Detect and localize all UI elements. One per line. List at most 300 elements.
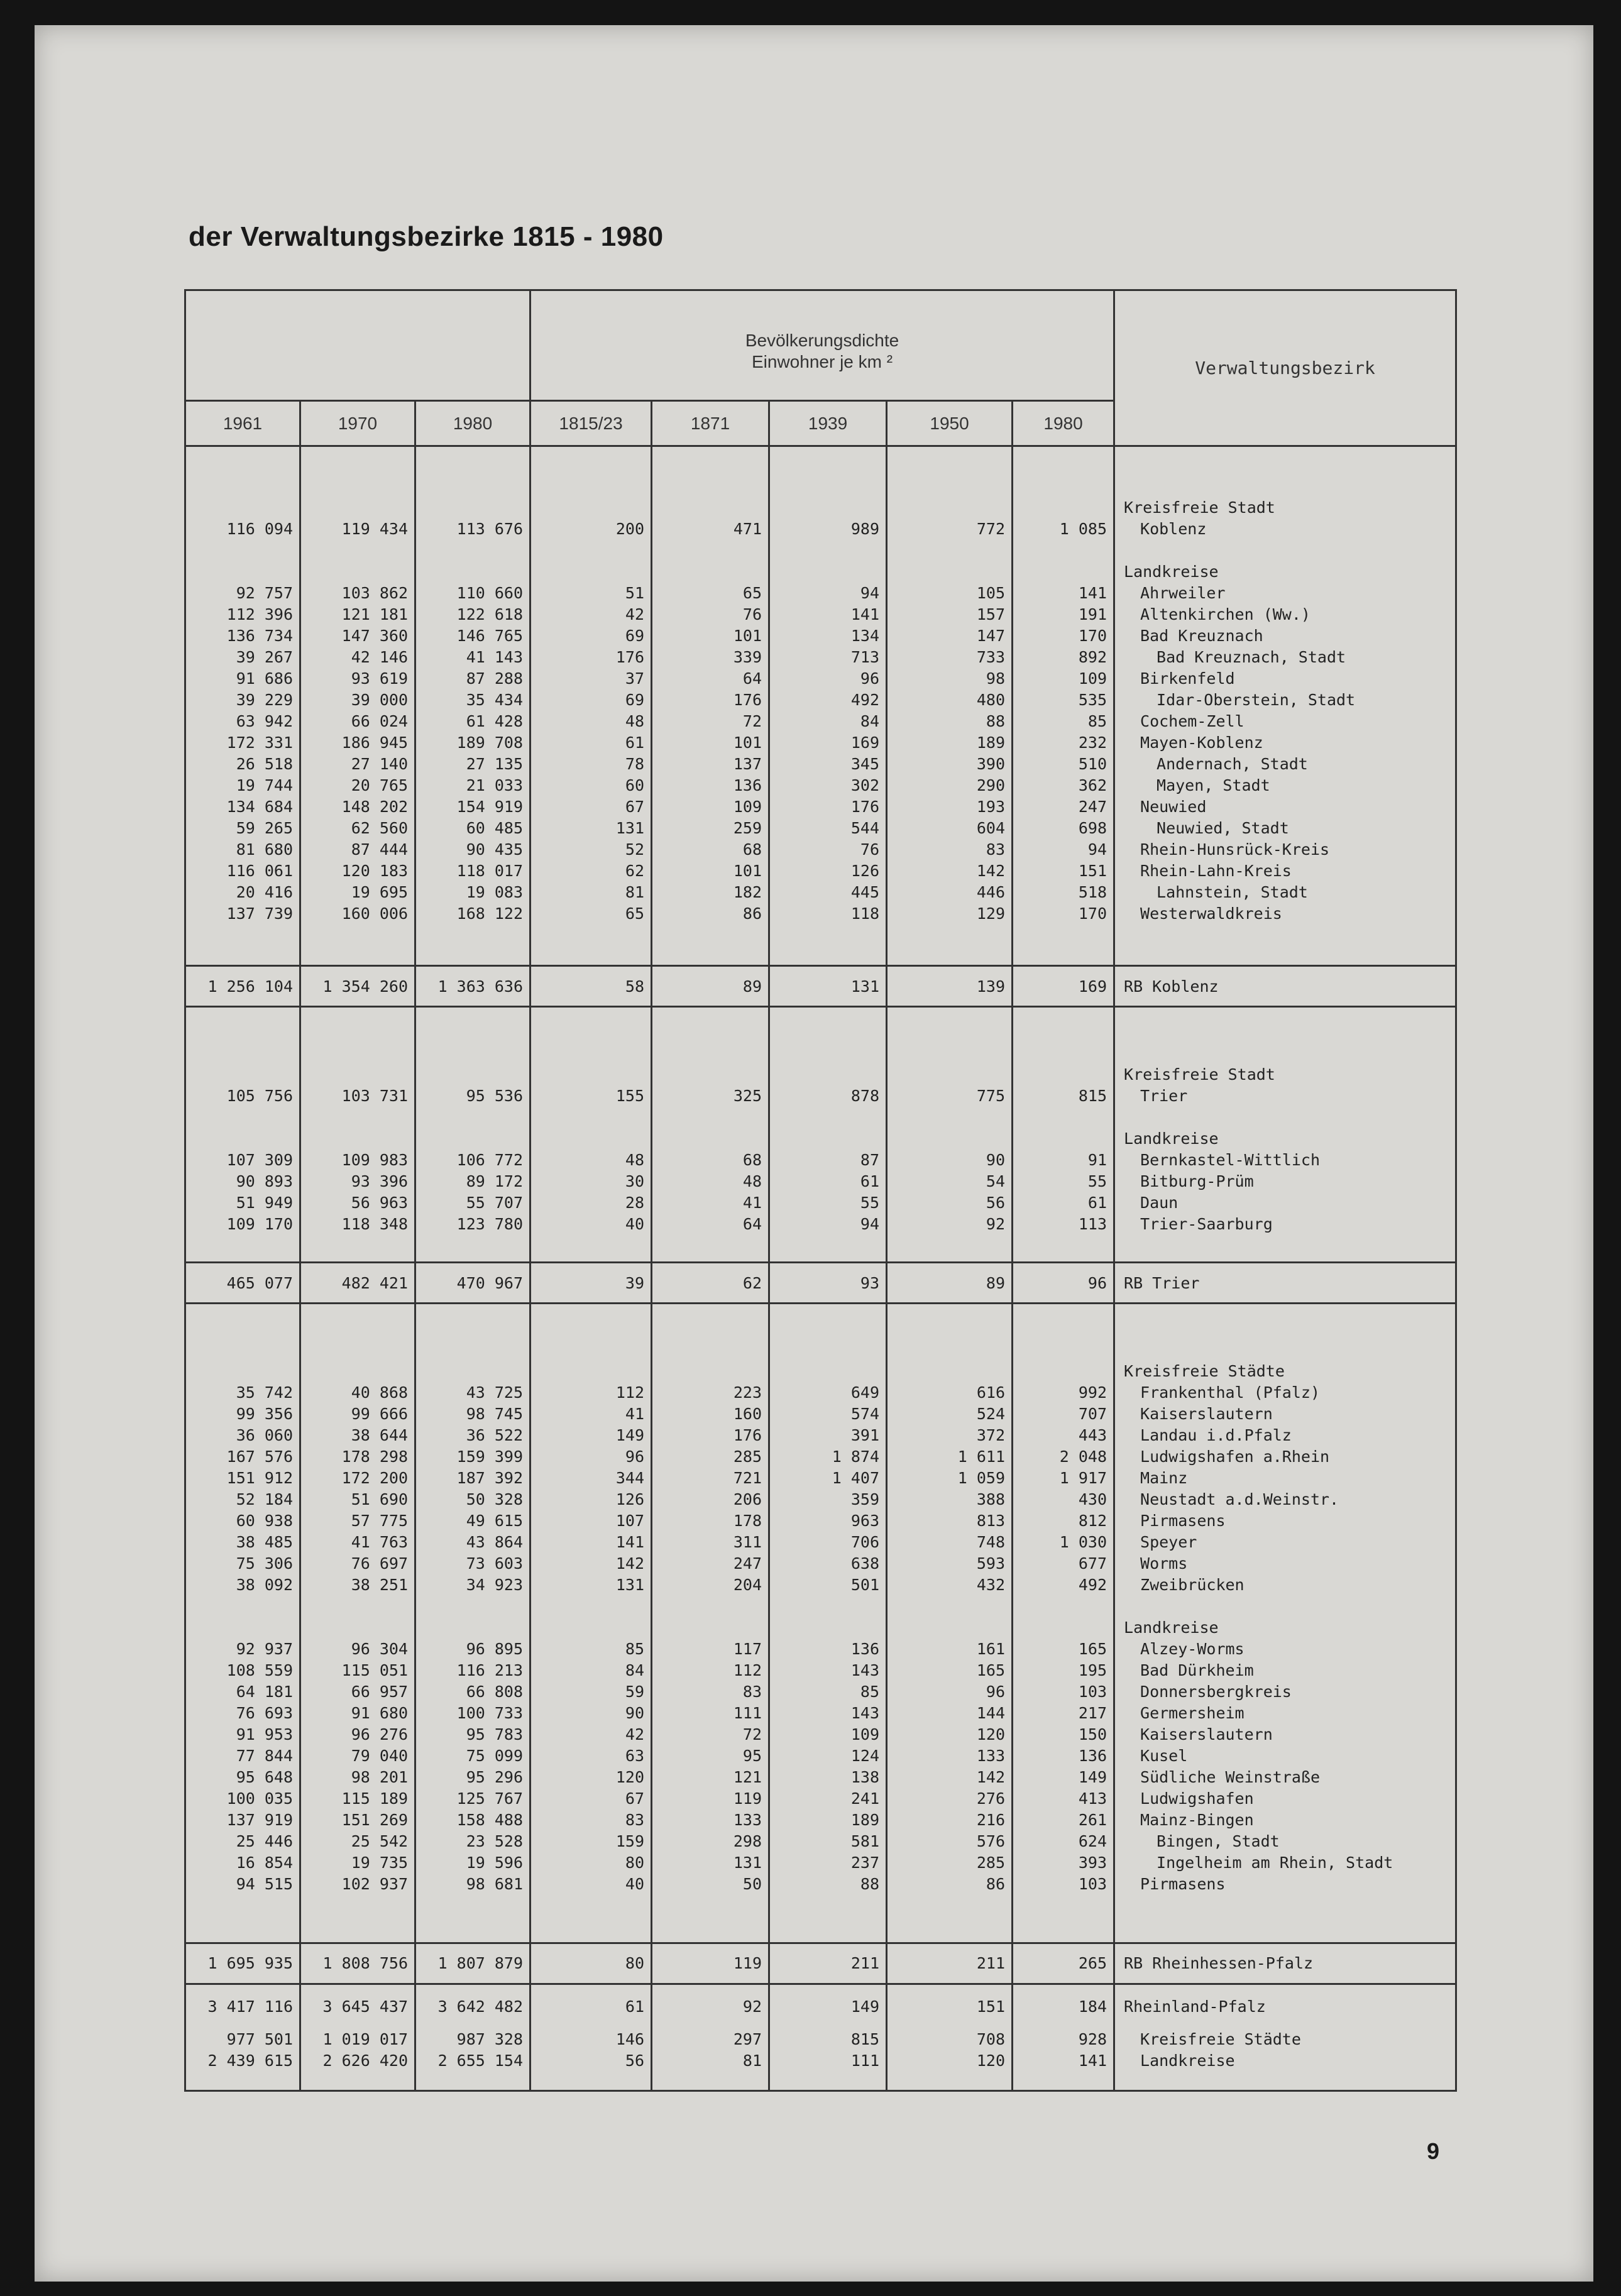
cell-value: 76 697 bbox=[351, 1554, 408, 1573]
total-value: 1 363 636 bbox=[415, 966, 530, 1007]
cell-value: 217 bbox=[1078, 1704, 1107, 1723]
cell-value: 85 bbox=[860, 1683, 880, 1701]
heading-spacer bbox=[302, 1064, 408, 1085]
cell-value: 113 676 bbox=[456, 520, 524, 538]
district-name: Altenkirchen (Ww.) bbox=[1140, 605, 1311, 623]
header-year: 1939 bbox=[769, 401, 887, 446]
cell-value: 184 bbox=[1078, 1997, 1107, 2016]
cell-value: 182 bbox=[733, 883, 762, 901]
cell-value: 36 522 bbox=[466, 1426, 524, 1445]
cell-value: 136 bbox=[733, 776, 762, 794]
district-name: Landkreise bbox=[1140, 2051, 1235, 2070]
cell-value: 137 bbox=[733, 755, 762, 773]
cell-value: 111 bbox=[850, 2051, 880, 2070]
cell-value: 535 bbox=[1078, 691, 1107, 709]
district-name: Lahnstein, Stadt bbox=[1157, 883, 1308, 901]
cell-value: 57 775 bbox=[351, 1512, 408, 1530]
cell-value: 125 767 bbox=[456, 1789, 524, 1808]
value-column bbox=[415, 1304, 530, 1943]
cell-value: 146 bbox=[615, 2030, 645, 2048]
cell-value: 172 331 bbox=[226, 733, 293, 752]
cell-value: 576 bbox=[976, 1832, 1006, 1851]
cell-value: 41 bbox=[625, 1405, 645, 1424]
cell-value: 707 bbox=[1078, 1405, 1107, 1424]
cell-value: 391 bbox=[850, 1426, 880, 1445]
total-value: 1 256 104 bbox=[185, 966, 300, 1007]
cell-value: 94 515 bbox=[236, 1875, 293, 1894]
cell-value: 27 135 bbox=[466, 755, 524, 773]
cell-value: 151 269 bbox=[341, 1811, 408, 1830]
cell-value: 638 bbox=[850, 1554, 880, 1573]
total-name: RB Koblenz bbox=[1114, 966, 1456, 1007]
heading-spacer bbox=[888, 497, 1005, 519]
cell-value: 23 528 bbox=[466, 1832, 524, 1851]
cell-value: 81 bbox=[742, 2051, 762, 2070]
heading-spacer bbox=[187, 1128, 293, 1150]
cell-value: 66 957 bbox=[351, 1683, 408, 1701]
cell-value: 159 399 bbox=[456, 1447, 524, 1466]
cell-value: 54 bbox=[986, 1172, 1006, 1191]
group-heading: Landkreise bbox=[1124, 563, 1219, 581]
cell-value: 39 229 bbox=[236, 691, 293, 709]
cell-value: 247 bbox=[1078, 798, 1107, 816]
district-name: Südliche Weinstraße bbox=[1140, 1768, 1321, 1787]
cell-value: 115 189 bbox=[341, 1789, 408, 1808]
cell-value: 775 bbox=[976, 1087, 1006, 1106]
cell-value: 677 bbox=[1078, 1554, 1107, 1573]
cell-value: 146 765 bbox=[456, 627, 524, 645]
cell-value: 67 bbox=[625, 798, 645, 816]
district-name: Rhein-Lahn-Kreis bbox=[1140, 862, 1292, 880]
cell-value: 126 bbox=[850, 862, 880, 880]
cell-value: 59 265 bbox=[236, 819, 293, 837]
cell-value: 121 bbox=[733, 1768, 762, 1787]
cell-value: 61 bbox=[1087, 1194, 1107, 1212]
total-value: 119 bbox=[652, 1943, 769, 1984]
cell-value: 91 680 bbox=[351, 1704, 408, 1723]
cell-value: 52 184 bbox=[236, 1490, 293, 1509]
cell-value: 98 201 bbox=[351, 1768, 408, 1787]
cell-value: 92 937 bbox=[236, 1640, 293, 1659]
cell-value: 21 033 bbox=[466, 776, 524, 794]
cell-value: 93 619 bbox=[351, 669, 408, 688]
cell-value: 297 bbox=[733, 2030, 762, 2048]
state-value-column bbox=[769, 1984, 887, 2090]
cell-value: 191 bbox=[1078, 605, 1107, 623]
cell-value: 112 bbox=[615, 1383, 645, 1402]
district-name: Alzey-Worms bbox=[1140, 1640, 1245, 1659]
cell-value: 48 bbox=[742, 1172, 762, 1191]
total-name: RB Rheinhessen-Pfalz bbox=[1114, 1943, 1456, 1984]
group-heading: Kreisfreie Städte bbox=[1124, 1362, 1285, 1381]
heading-spacer bbox=[771, 1361, 879, 1382]
heading-spacer bbox=[302, 1128, 408, 1150]
group-heading: Kreisfreie Stadt bbox=[1124, 1065, 1275, 1084]
cell-value: 40 bbox=[625, 1875, 645, 1894]
cell-value: 61 bbox=[625, 1997, 645, 2016]
cell-value: 167 576 bbox=[226, 1447, 293, 1466]
cell-value: 892 bbox=[1078, 648, 1107, 666]
cell-value: 76 bbox=[860, 840, 880, 859]
cell-value: 138 bbox=[850, 1768, 880, 1787]
cell-value: 150 bbox=[1078, 1725, 1107, 1744]
cell-value: 492 bbox=[850, 691, 880, 709]
total-value: 211 bbox=[887, 1943, 1013, 1984]
cell-value: 189 bbox=[976, 733, 1006, 752]
total-value: 39 bbox=[530, 1263, 652, 1304]
cell-value: 290 bbox=[976, 776, 1006, 794]
total-value: 93 bbox=[769, 1263, 887, 1304]
district-name: Trier bbox=[1140, 1087, 1188, 1106]
total-row bbox=[185, 966, 1456, 1007]
cell-value: 69 bbox=[625, 691, 645, 709]
cell-value: 20 416 bbox=[236, 883, 293, 901]
cell-value: 178 298 bbox=[341, 1447, 408, 1466]
cell-value: 92 bbox=[742, 1997, 762, 2016]
value-column bbox=[769, 446, 887, 966]
value-column bbox=[652, 446, 769, 966]
cell-value: 83 bbox=[625, 1811, 645, 1830]
cell-value: 446 bbox=[976, 883, 1006, 901]
cell-value: 311 bbox=[733, 1533, 762, 1552]
total-value: 169 bbox=[1013, 966, 1114, 1007]
district-name: Kaiserslautern bbox=[1140, 1725, 1273, 1744]
cell-value: 25 446 bbox=[236, 1832, 293, 1851]
heading-spacer bbox=[771, 1617, 879, 1639]
cell-value: 101 bbox=[733, 627, 762, 645]
cell-value: 155 bbox=[615, 1087, 645, 1106]
cell-value: 99 356 bbox=[236, 1405, 293, 1424]
cell-value: 19 596 bbox=[466, 1854, 524, 1872]
district-name: Ingelheim am Rhein, Stadt bbox=[1157, 1854, 1393, 1872]
district-name: Frankenthal (Pfalz) bbox=[1140, 1383, 1321, 1402]
value-column bbox=[1013, 1304, 1114, 1943]
cell-value: 3 642 482 bbox=[437, 1997, 524, 2016]
cell-value: 95 648 bbox=[236, 1768, 293, 1787]
cell-value: 67 bbox=[625, 1789, 645, 1808]
cell-value: 443 bbox=[1078, 1426, 1107, 1445]
cell-value: 86 bbox=[742, 904, 762, 923]
cell-value: 98 681 bbox=[466, 1875, 524, 1894]
cell-value: 101 bbox=[733, 733, 762, 752]
total-row bbox=[185, 1263, 1456, 1304]
cell-value: 544 bbox=[850, 819, 880, 837]
cell-value: 19 744 bbox=[236, 776, 293, 794]
cell-value: 593 bbox=[976, 1554, 1006, 1573]
heading-spacer bbox=[302, 561, 408, 583]
cell-value: 259 bbox=[733, 819, 762, 837]
value-column bbox=[769, 1304, 887, 1943]
district-name: Andernach, Stadt bbox=[1157, 755, 1308, 773]
state-value-column bbox=[887, 1984, 1013, 2090]
total-value: 1 807 879 bbox=[415, 1943, 530, 1984]
heading-spacer bbox=[302, 1361, 408, 1382]
cell-value: 359 bbox=[850, 1490, 880, 1509]
cell-value: 624 bbox=[1078, 1832, 1107, 1851]
cell-value: 63 bbox=[625, 1747, 645, 1766]
value-column bbox=[300, 446, 415, 966]
cell-value: 170 bbox=[1078, 627, 1107, 645]
value-column bbox=[530, 446, 652, 966]
cell-value: 63 942 bbox=[236, 712, 293, 730]
cell-value: 232 bbox=[1078, 733, 1107, 752]
cell-value: 518 bbox=[1078, 883, 1107, 901]
cell-value: 85 bbox=[1087, 712, 1107, 730]
cell-value: 388 bbox=[976, 1490, 1006, 1509]
cell-value: 51 690 bbox=[351, 1490, 408, 1509]
cell-value: 48 bbox=[625, 712, 645, 730]
page-number: 9 bbox=[1427, 2138, 1440, 2164]
total-value: 131 bbox=[769, 966, 887, 1007]
cell-value: 116 061 bbox=[226, 862, 293, 880]
cell-value: 124 bbox=[850, 1747, 880, 1766]
header-year: 1815/23 bbox=[530, 401, 652, 446]
heading-spacer bbox=[653, 1361, 762, 1382]
district-name: Bitburg-Prüm bbox=[1140, 1172, 1254, 1191]
cell-value: 393 bbox=[1078, 1854, 1107, 1872]
cell-value: 987 328 bbox=[456, 2030, 524, 2048]
cell-value: 37 bbox=[625, 669, 645, 688]
cell-value: 141 bbox=[1078, 584, 1107, 602]
total-value: 1 808 756 bbox=[300, 1943, 415, 1984]
district-name: Idar-Oberstein, Stadt bbox=[1157, 691, 1356, 709]
cell-value: 2 439 615 bbox=[207, 2051, 293, 2070]
district-column bbox=[1114, 1304, 1456, 1943]
cell-value: 2 655 154 bbox=[437, 2051, 524, 2070]
district-name: Bad Kreuznach, Stadt bbox=[1157, 648, 1346, 666]
cell-value: 815 bbox=[1078, 1087, 1107, 1106]
cell-value: 501 bbox=[850, 1576, 880, 1595]
district-name: Pirmasens bbox=[1140, 1512, 1226, 1530]
cell-value: 147 360 bbox=[341, 627, 408, 645]
cell-value: 989 bbox=[850, 520, 880, 538]
cell-value: 176 bbox=[615, 648, 645, 666]
heading-spacer bbox=[187, 497, 293, 519]
heading-spacer bbox=[417, 1064, 523, 1085]
cell-value: 64 bbox=[742, 1215, 762, 1234]
value-column bbox=[300, 1304, 415, 1943]
heading-spacer bbox=[771, 1064, 879, 1085]
header-density-line1: Bevölkerungsdichte bbox=[745, 331, 899, 351]
value-column bbox=[887, 1304, 1013, 1943]
heading-spacer bbox=[771, 497, 879, 519]
cell-value: 992 bbox=[1078, 1383, 1107, 1402]
cell-value: 223 bbox=[733, 1383, 762, 1402]
cell-value: 90 893 bbox=[236, 1172, 293, 1191]
district-name: Mayen, Stadt bbox=[1157, 776, 1270, 794]
cell-value: 118 017 bbox=[456, 862, 524, 880]
header-year: 1950 bbox=[887, 401, 1013, 446]
cell-value: 131 bbox=[615, 819, 645, 837]
cell-value: 149 bbox=[1078, 1768, 1107, 1787]
cell-value: 91 686 bbox=[236, 669, 293, 688]
district-name: Ahrweiler bbox=[1140, 584, 1226, 602]
cell-value: 109 bbox=[733, 798, 762, 816]
value-column bbox=[1013, 1007, 1114, 1263]
cell-value: 141 bbox=[850, 605, 880, 623]
heading-spacer bbox=[653, 497, 762, 519]
cell-value: 42 146 bbox=[351, 648, 408, 666]
total-value: 465 077 bbox=[185, 1263, 300, 1304]
district-name: Birkenfeld bbox=[1140, 669, 1235, 688]
cell-value: 84 bbox=[625, 1661, 645, 1680]
cell-value: 119 434 bbox=[341, 520, 408, 538]
cell-value: 176 bbox=[850, 798, 880, 816]
cell-value: 108 559 bbox=[226, 1661, 293, 1680]
district-name: Koblenz bbox=[1140, 520, 1207, 538]
header-year: 1980 bbox=[415, 401, 530, 446]
total-value: 1 695 935 bbox=[185, 1943, 300, 1984]
cell-value: 298 bbox=[733, 1832, 762, 1851]
cell-value: 157 bbox=[976, 605, 1006, 623]
cell-value: 96 bbox=[860, 669, 880, 688]
data-band bbox=[185, 1304, 1456, 1943]
cell-value: 60 938 bbox=[236, 1512, 293, 1530]
cell-value: 713 bbox=[850, 648, 880, 666]
cell-value: 65 bbox=[742, 584, 762, 602]
cell-value: 133 bbox=[976, 1747, 1006, 1766]
cell-value: 61 428 bbox=[466, 712, 524, 730]
cell-value: 241 bbox=[850, 1789, 880, 1808]
cell-value: 141 bbox=[1078, 2051, 1107, 2070]
cell-value: 122 618 bbox=[456, 605, 524, 623]
cell-value: 345 bbox=[850, 755, 880, 773]
cell-value: 96 895 bbox=[466, 1640, 524, 1659]
cell-value: 216 bbox=[976, 1811, 1006, 1830]
cell-value: 748 bbox=[976, 1533, 1006, 1552]
cell-value: 120 bbox=[615, 1768, 645, 1787]
district-name: Donnersbergkreis bbox=[1140, 1683, 1292, 1701]
cell-value: 42 bbox=[625, 605, 645, 623]
heading-spacer bbox=[532, 1617, 644, 1639]
cell-value: 38 644 bbox=[351, 1426, 408, 1445]
cell-value: 91 953 bbox=[236, 1725, 293, 1744]
cell-value: 91 bbox=[1087, 1151, 1107, 1170]
header-density-line2: Einwohner je km ² bbox=[751, 352, 893, 371]
cell-value: 471 bbox=[733, 520, 762, 538]
cell-value: 77 844 bbox=[236, 1747, 293, 1766]
district-name: Bernkastel-Wittlich bbox=[1140, 1151, 1321, 1170]
district-name: Ludwigshafen bbox=[1140, 1789, 1254, 1808]
cell-value: 56 963 bbox=[351, 1194, 408, 1212]
cell-value: 28 bbox=[625, 1194, 645, 1212]
district-name: Cochem-Zell bbox=[1140, 712, 1245, 730]
heading-spacer bbox=[187, 561, 293, 583]
cell-value: 76 693 bbox=[236, 1704, 293, 1723]
cell-value: 113 bbox=[1078, 1215, 1107, 1234]
header-year: 1961 bbox=[185, 401, 300, 446]
heading-spacer bbox=[888, 1064, 1005, 1085]
value-column bbox=[415, 446, 530, 966]
cell-value: 151 bbox=[1078, 862, 1107, 880]
heading-spacer bbox=[187, 1064, 293, 1085]
cell-value: 189 bbox=[850, 1811, 880, 1830]
cell-value: 109 170 bbox=[226, 1215, 293, 1234]
heading-spacer bbox=[1014, 561, 1107, 583]
cell-value: 83 bbox=[742, 1683, 762, 1701]
cell-value: 59 bbox=[625, 1683, 645, 1701]
heading-spacer bbox=[532, 1128, 644, 1150]
cell-value: 93 396 bbox=[351, 1172, 408, 1191]
heading-spacer bbox=[302, 497, 408, 519]
district-name: Neuwied, Stadt bbox=[1157, 819, 1289, 837]
cell-value: 41 bbox=[742, 1194, 762, 1212]
cell-value: 733 bbox=[976, 648, 1006, 666]
cell-value: 492 bbox=[1078, 1576, 1107, 1595]
value-column bbox=[652, 1304, 769, 1943]
cell-value: 87 bbox=[860, 1151, 880, 1170]
cell-value: 813 bbox=[976, 1512, 1006, 1530]
cell-value: 103 731 bbox=[341, 1087, 408, 1106]
cell-value: 168 122 bbox=[456, 904, 524, 923]
cell-value: 176 bbox=[733, 1426, 762, 1445]
cell-value: 40 868 bbox=[351, 1383, 408, 1402]
state-value-column bbox=[300, 1984, 415, 2090]
cell-value: 41 143 bbox=[466, 648, 524, 666]
state-total-band bbox=[185, 1984, 1456, 2090]
cell-value: 56 bbox=[986, 1194, 1006, 1212]
cell-value: 64 bbox=[742, 669, 762, 688]
cell-value: 89 172 bbox=[466, 1172, 524, 1191]
cell-value: 35 742 bbox=[236, 1383, 293, 1402]
cell-value: 1 059 bbox=[957, 1469, 1006, 1488]
cell-value: 60 485 bbox=[466, 819, 524, 837]
cell-value: 123 780 bbox=[456, 1215, 524, 1234]
cell-value: 206 bbox=[733, 1490, 762, 1509]
state-name-column bbox=[1114, 1984, 1456, 2090]
cell-value: 68 bbox=[742, 840, 762, 859]
cell-value: 187 392 bbox=[456, 1469, 524, 1488]
cell-value: 90 bbox=[986, 1151, 1006, 1170]
heading-spacer bbox=[1014, 1361, 1107, 1382]
total-value: 62 bbox=[652, 1263, 769, 1304]
value-column bbox=[769, 1007, 887, 1263]
group-heading: Kreisfreie Stadt bbox=[1124, 498, 1275, 517]
district-name: Neustadt a.d.Weinstr. bbox=[1140, 1490, 1339, 1509]
value-column bbox=[887, 1007, 1013, 1263]
cell-value: 40 bbox=[625, 1215, 645, 1234]
cell-value: 1 085 bbox=[1059, 520, 1107, 538]
cell-value: 103 862 bbox=[341, 584, 408, 602]
cell-value: 65 bbox=[625, 904, 645, 923]
cell-value: 36 060 bbox=[236, 1426, 293, 1445]
cell-value: 142 bbox=[976, 1768, 1006, 1787]
cell-value: 963 bbox=[850, 1512, 880, 1530]
cell-value: 94 bbox=[1087, 840, 1107, 859]
data-band bbox=[185, 1007, 1456, 1263]
total-value: 89 bbox=[652, 966, 769, 1007]
cell-value: 3 417 116 bbox=[207, 1997, 293, 2016]
cell-value: 87 444 bbox=[351, 840, 408, 859]
cell-value: 119 bbox=[733, 1789, 762, 1808]
cell-value: 100 035 bbox=[226, 1789, 293, 1808]
cell-value: 344 bbox=[615, 1469, 645, 1488]
cell-value: 66 024 bbox=[351, 712, 408, 730]
cell-value: 112 396 bbox=[226, 605, 293, 623]
heading-spacer bbox=[888, 1128, 1005, 1150]
cell-value: 604 bbox=[976, 819, 1006, 837]
value-column bbox=[185, 446, 300, 966]
heading-spacer bbox=[888, 561, 1005, 583]
district-name: Speyer bbox=[1140, 1533, 1197, 1552]
heading-spacer bbox=[771, 561, 879, 583]
population-table bbox=[184, 289, 1457, 2092]
cell-value: 708 bbox=[976, 2030, 1006, 2048]
cell-value: 581 bbox=[850, 1832, 880, 1851]
page-title: der Verwaltungsbezirke 1815 - 1980 bbox=[189, 221, 664, 252]
heading-spacer bbox=[302, 1617, 408, 1639]
cell-value: 103 bbox=[1078, 1875, 1107, 1894]
